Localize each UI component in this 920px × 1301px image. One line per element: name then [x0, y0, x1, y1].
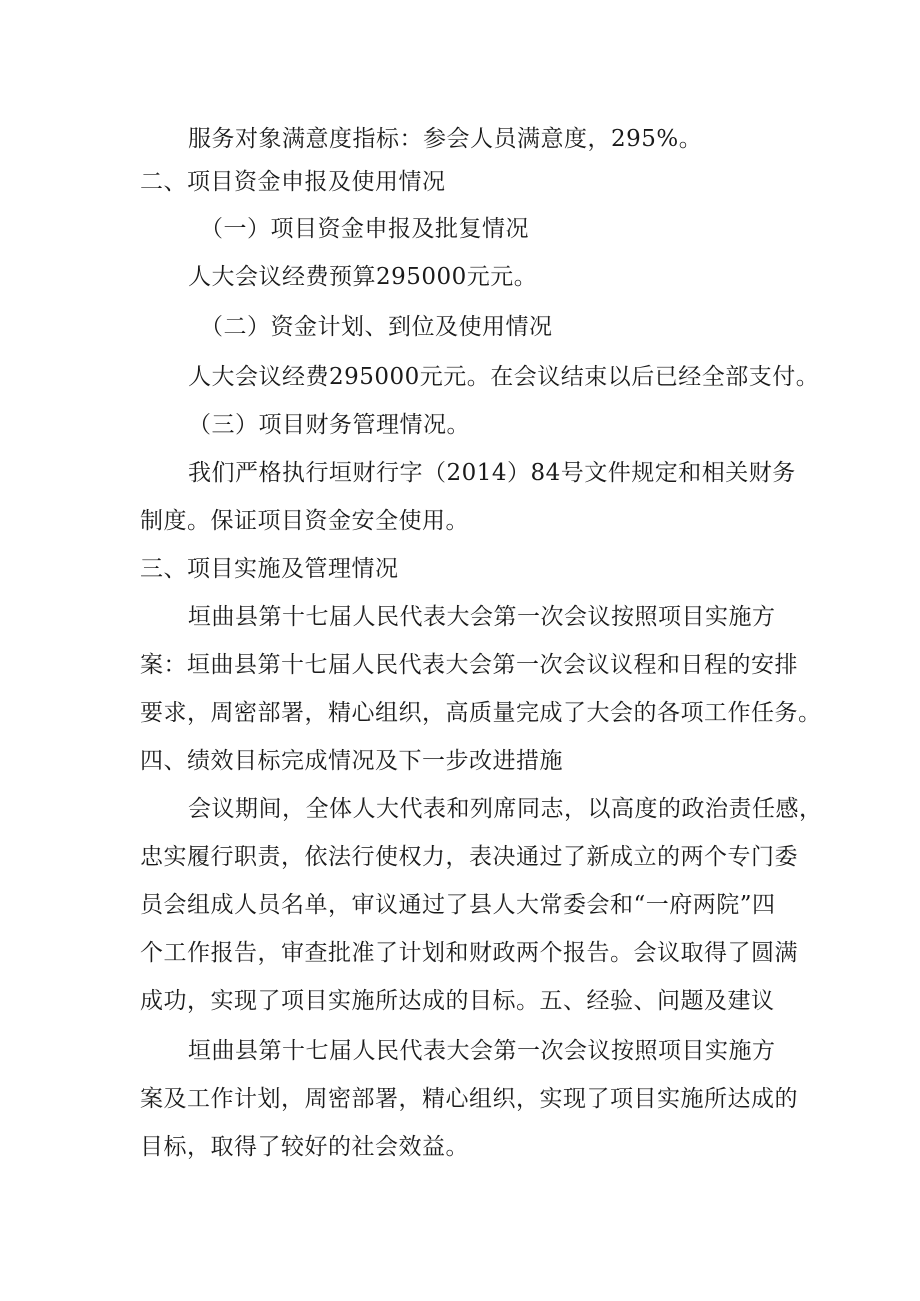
section-heading-2: 二、项目资金申报及使用情况: [140, 169, 446, 195]
body-line: 会议期间，全体人大代表和列席同志，以高度的政治责任感，: [188, 796, 823, 822]
body-line: 垣曲县第十七届人民代表大会第一次会议按照项目实施方: [188, 604, 776, 630]
body-line: 我们严格执行垣财行字（2014）84号文件规定和相关财务: [188, 460, 796, 486]
subsection-heading-2-2: （二）资金计划、到位及使用情况: [200, 314, 553, 340]
body-line: 员会组成人员名单，审议通过了县人大常委会和“一府两院”四: [140, 892, 776, 918]
body-line: 目标，取得了较好的社会效益。: [140, 1134, 469, 1160]
body-line: 要求，周密部署，精心组织，高质量完成了大会的各项工作任务。: [140, 700, 822, 726]
body-line: 成功，实现了项目实施所达成的目标。五、经验、问题及建议: [140, 988, 775, 1014]
satisfaction-indicator-line: 服务对象满意度指标：参会人员满意度，295%。: [188, 126, 703, 152]
subsection-heading-2-3: （三）项目财务管理情况。: [188, 412, 470, 438]
section-heading-4: 四、绩效目标完成情况及下一步改进措施: [140, 748, 563, 774]
body-line: 制度。保证项目资金安全使用。: [140, 508, 469, 534]
body-line: 人大会议经费295000元元。在会议结束以后已经全部支付。: [188, 364, 820, 390]
body-line: 人大会议经费预算295000元元。: [188, 264, 538, 290]
body-line: 案及工作计划，周密部署，精心组织，实现了项目实施所达成的: [140, 1086, 798, 1112]
section-heading-3: 三、项目实施及管理情况: [140, 556, 399, 582]
body-line: 个工作报告，审查批准了计划和财政两个报告。会议取得了圆满: [140, 940, 798, 966]
body-line: 忠实履行职责，依法行使权力，表决通过了新成立的两个专门委: [140, 844, 798, 870]
body-line: 案：垣曲县第十七届人民代表大会第一次会议议程和日程的安排: [140, 652, 798, 678]
body-line: 垣曲县第十七届人民代表大会第一次会议按照项目实施方: [188, 1038, 776, 1064]
subsection-heading-2-1: （一）项目资金申报及批复情况: [200, 216, 529, 242]
